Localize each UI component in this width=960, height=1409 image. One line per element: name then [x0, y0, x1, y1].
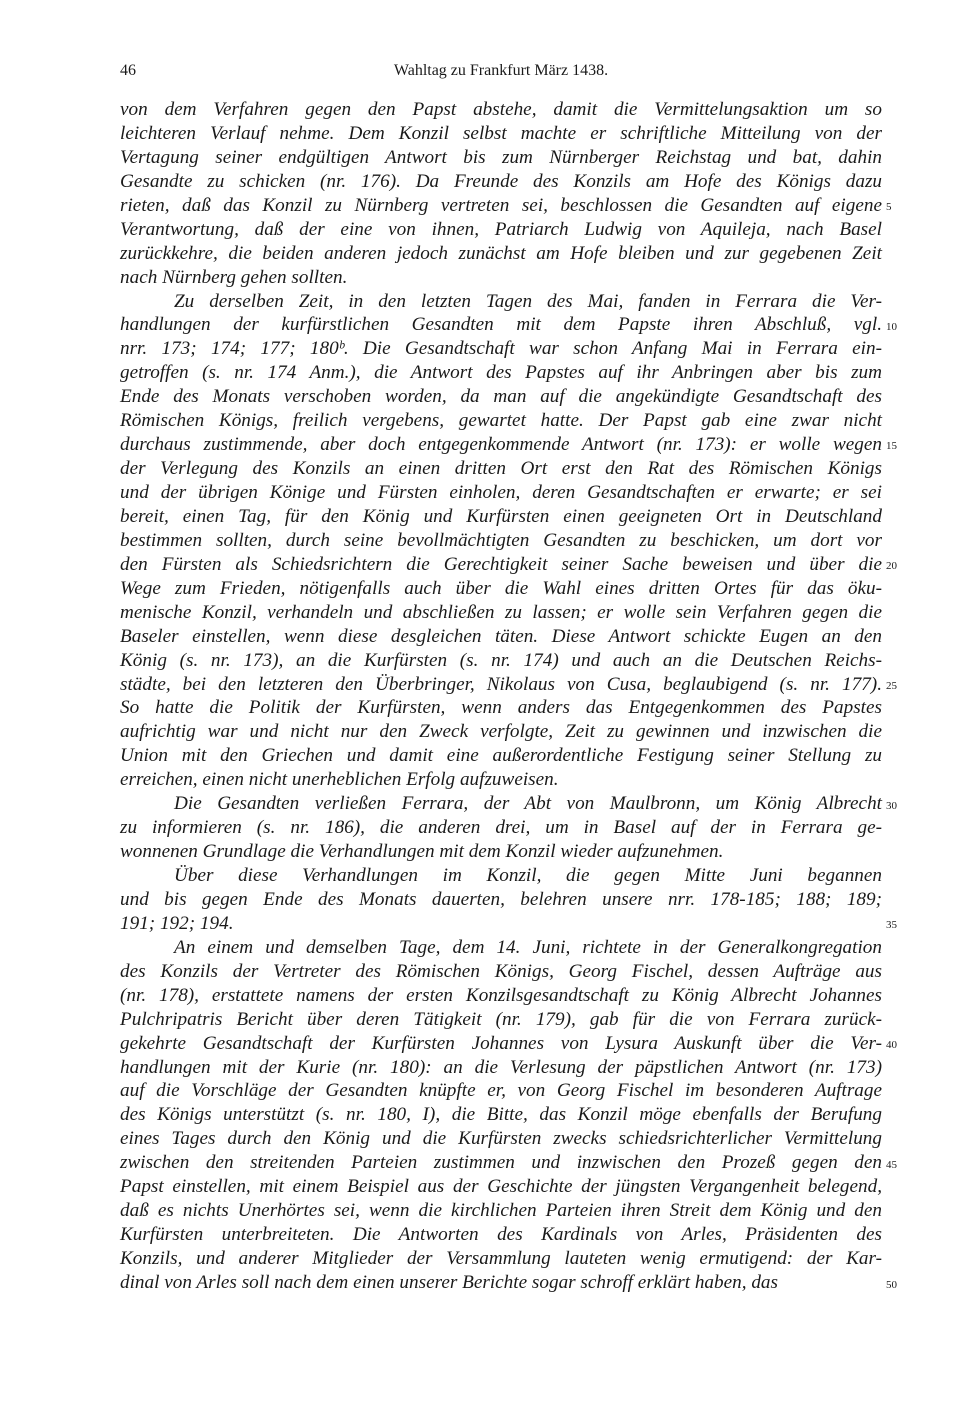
running-title: Wahltag zu Frankfurt März 1438. [393, 62, 609, 79]
line-number: 20 [886, 560, 897, 573]
text-line: Gesandte zu schicken (nr. 176). Da Freunde des Konzils am Hofe des Königs dazu [120, 170, 882, 192]
text-line: Zu derselben Zeit, in den letzten Tagen des Mai, fanden in Ferrara die Ver- [174, 290, 882, 312]
text-line: menische Konzil, verhandeln und abschließen zu lassen; er wolle sein Verfahren gegen die [120, 601, 882, 623]
text-line: handlungen mit der Kurie (nr. 180): an die Verlesung der päpstlichen Antwort (nr. 173) [120, 1056, 882, 1078]
text-line: daß es nichts Unerhörtes sei, wenn die kirchlichen Parteien ihren Streit dem König und den [120, 1200, 882, 1222]
line-number: 30 [886, 799, 897, 812]
text-line: Vertagung seiner endgültigen Antwort bis zum Nürnberger Reichstag und bat, dahin [120, 146, 882, 168]
text-line: Über diese Verhandlungen im Konzil, die gegen Mitte Juni begannen [174, 865, 882, 886]
text-line: Pulchripatris Bericht über deren Tätigkeit (nr. 179), gab für die von Ferrara zurück- [120, 1008, 882, 1030]
text-line: eines Tages durch den König und die Kurfürsten zwecks schiedsrichterlicher Vermittelung [120, 1128, 882, 1150]
text-line: bereit, einen Tag, für den König und Kurfürsten einen geeigneten Ort in Deutschland [120, 505, 882, 527]
page-header [120, 62, 882, 86]
text-line: dinal von Arles soll nach dem einen unserer Berichte sogar schroff erklärt haben, das [120, 1271, 778, 1293]
line-number: 50 [886, 1278, 897, 1291]
text-line: handlungen der kurfürstlichen Gesandten mit dem Papste ihren Abschluß, vgl. [120, 314, 882, 336]
line-number: 25 [886, 679, 897, 692]
text-line: So hatte die Politik der Kurfürsten, wenn anders das Entgegenkommen des Papstes [120, 697, 882, 719]
text-line: gekehrte Gesandtschaft der Kurfürsten Johannes von Lysura Auskunft über die Ver- [120, 1032, 882, 1054]
text-line: wonnenen Grundlage die Verhandlungen mit dem Konzil wieder aufzunehmen. [120, 841, 724, 863]
text-line: erreichen, einen nicht unerheblichen Erfolg aufzuweisen. [120, 769, 559, 791]
paragraph [120, 98, 882, 290]
text-line: Kurfürsten unterbreiteten. Die Antworten des Kardinals von Arles, Präsidenten des [120, 1224, 882, 1246]
text-line: Baseler einstellen, wenn diese desgleichen täten. Diese Antwort schickte Eugen an den [120, 625, 882, 647]
text-line: Papst einstellen, mit einem Beispiel aus der Geschichte der jüngsten Vergangenheit belegend, [120, 1176, 882, 1198]
paragraph [120, 936, 882, 1295]
text-line: durchaus zustimmende, aber doch entgegenkommende Antwort (nr. 173): er wolle wegen [120, 434, 882, 456]
text-line: auf die Vorschläge der Gesandten knüpfte er, von Georg Fischel im besonderen Auftrage [120, 1080, 882, 1102]
line-number: 10 [886, 320, 897, 333]
text-line: Römischen Königs, freilich vergebens, gewartet hatte. Der Papst gab eine zwar nicht [120, 410, 882, 432]
paragraph [120, 290, 882, 793]
page-number: 46 [120, 62, 136, 79]
text-line: Die Gesandten verließen Ferrara, der Abt von Maulbronn, um König Albrecht [174, 793, 882, 815]
text-line: (nr. 178), erstattete namens der ersten Konzilsgesandtschaft zu König Albrecht Johannes [120, 984, 882, 1006]
text-line: des Konzils der Vertreter des Römischen Königs, Georg Fischel, dessen Aufträge aus [120, 960, 882, 982]
text-line: zwischen den streitenden Parteien zustimmen und inzwischen den Prozeß gegen den [120, 1152, 882, 1174]
text-line: von dem Verfahren gegen den Papst abstehe, damit die Vermittelungsaktion um so [120, 99, 882, 120]
body-text [120, 98, 882, 1295]
text-line: des Königs unterstützt (s. nr. 180, I), die Bitte, das Konzil möge ebenfalls der Berufung [120, 1104, 882, 1126]
text-line: und bis gegen Ende des Monats dauerten, belehren unsere nrr. 178-185; 188; 189; [120, 888, 882, 910]
paragraph [120, 792, 882, 864]
text-line: zu informieren (s. nr. 186), die anderen drei, um in Basel auf der in Ferrara ge- [120, 817, 882, 839]
text-line: getroffen (s. nr. 174 Anm.), die Antwort des Papstes auf ihr Anbringen aber bis zum [120, 362, 882, 384]
text-line: Konzils, und anderer Mitglieder der Versammlung lauteten wenig ermutigend: der Kar- [120, 1248, 882, 1269]
text-line: Ende des Monats verschoben worden, da man auf die angekündigte Gesandtschaft des [120, 386, 882, 408]
text-line: Union mit den Griechen und damit eine außerordentliche Festigung seiner Stellung zu [120, 745, 882, 767]
line-number: 35 [886, 919, 897, 932]
text-line: rieten, daß das Konzil zu Nürnberg vertreten sei, beschlossen die Gesandten auf eigene [120, 194, 882, 216]
line-number: 15 [886, 440, 897, 453]
text-line: leichteren Verlauf nehme. Dem Konzil selbst machte er schriftliche Mitteilung von der [120, 122, 882, 144]
text-line: städte, bei den letzteren den Überbringer, Nikolaus von Cusa, beglaubigend (s. nr. 177). [120, 673, 882, 695]
line-number: 45 [886, 1158, 897, 1171]
text-line: zurückkehre, die beiden anderen jedoch zunächst am Hofe bleiben und zur gegebenen Zeit [120, 242, 882, 264]
text-line: nach Nürnberg gehen sollten. [120, 266, 348, 288]
text-line: nrr. 173; 174; 177; 180ᵇ. Die Gesandtschaft war schon Anfang Mai in Ferrara ein- [120, 338, 882, 360]
text-line: der Verlegung des Konzils an einen dritten Ort erst den Rat des Römischen Königs [120, 458, 882, 480]
text-line: und der übrigen Könige und Fürsten einholen, deren Gesandtschaften er erwarte; er sei [120, 482, 882, 503]
text-line: den Fürsten als Schiedsrichtern die Gerechtigkeit seiner Sache beweisen und über die [120, 553, 882, 575]
line-number: 5 [886, 200, 892, 213]
line-number: 40 [886, 1039, 897, 1052]
text-line: bestimmen sollten, durch seine bevollmächtigten Gesandten zu beschicken, um dort vor [120, 529, 882, 551]
text-line: Verantwortung, daß der eine von ihnen, Patriarch Ludwig von Aquileja, nach Basel [120, 218, 882, 240]
paragraph [120, 864, 882, 936]
text-line: König (s. nr. 173), an die Kurfürsten (s. nr. 174) und auch an die Deutschen Reichs- [120, 649, 882, 671]
text-line: Wege zum Frieden, nötigenfalls auch über die Wahl eines dritten Ortes für das öku- [120, 577, 882, 599]
text-line: 191; 192; 194. [120, 912, 234, 934]
text-line: An einem und demselben Tage, dem 14. Juni, richtete in der Generalkongregation [174, 936, 882, 958]
text-line: aufrichtig war und nicht nur den Zweck verfolgte, Zeit zu gewinnen und inzwischen die [120, 721, 882, 743]
